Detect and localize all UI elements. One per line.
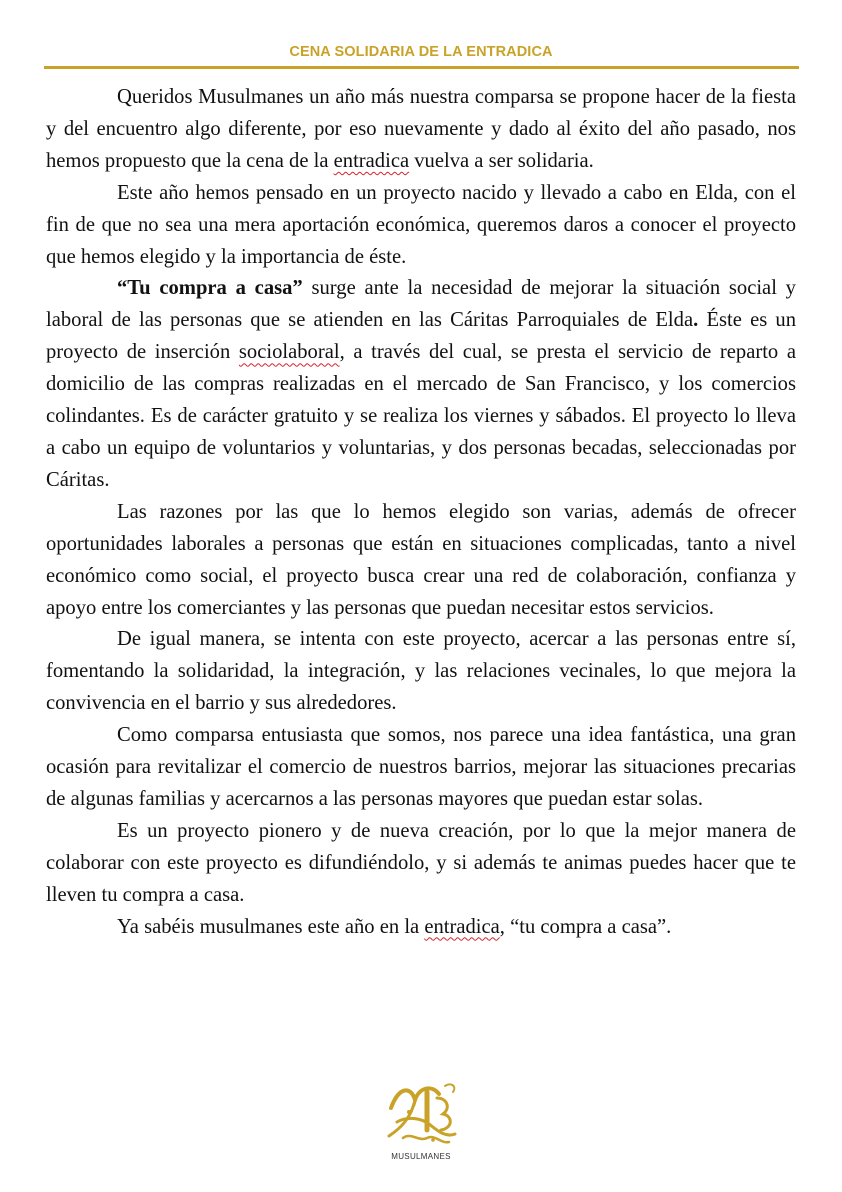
paragraph-2: Este año hemos pensado en un proyecto nacido y llevado a cabo en Elda, con el fin de que no sea una mera aportación económica, queremos daros a conocer el proyecto que hemos elegido y la importancia de éste. xyxy=(46,181,796,268)
project-name: “Tu compra a casa” xyxy=(117,277,303,300)
musulmanes-logo-icon xyxy=(381,1078,461,1152)
paragraph-8: Ya sabéis musulmanes este año en la entradica, “tu compra a casa”. xyxy=(117,915,672,938)
paragraph-5: De igual manera, se intenta con este proyecto, acercar a las personas entre sí, fomentando la solidaridad, la integración, y las relaciones vecinales, lo que mejora la convivencia en el barrio y sus alrededores. xyxy=(46,628,796,715)
paragraph-1: Queridos Musulmanes un año más nuestra comparsa se propone hacer de la fiesta y del encuentro algo diferente, por eso nuevamente y dado al éxito del año pasado, nos hemos propuesto que la cena de la entradica vuelva a ser solidaria. xyxy=(46,86,796,172)
spellcheck-word: entradica xyxy=(424,915,500,938)
letter-body xyxy=(46,82,796,943)
header-divider xyxy=(44,66,799,69)
paragraph-4: Las razones por las que lo hemos elegido son varias, además de ofrecer oportunidades laborales a personas que están en situaciones complicadas, tanto a nivel económico como social, el proyecto busca crear una red de colaboración, confianza y apoyo entre los comerciantes y las personas que puedan necesitar estos servicios. xyxy=(46,500,796,619)
logo-caption: MUSULMANES xyxy=(391,1152,451,1161)
paragraph-6: Como comparsa entusiasta que somos, nos parece una idea fantástica, una gran ocasión para revitalizar el comercio de nuestros barrios, mejorar las situaciones precarias de algunas familias y acercarnos a las personas mayores que puedan estar solas. xyxy=(46,724,796,810)
spellcheck-word: sociolaboral xyxy=(238,341,340,364)
page-header-title: CENA SOLIDARIA DE LA ENTRADICA xyxy=(289,44,553,60)
paragraph-3: “Tu compra a casa” surge ante la necesidad de mejorar la situación social y laboral de las personas que se atienden en las Cáritas Parroquiales de Elda. Éste es un proyecto de inserción sociolaboral, a través del cual, se presta el servicio de reparto a domicilio de las compras realizadas en el mercado de San Francisco, y los comercios colindantes. Es de carácter gratuito y se realiza los viernes y sábados. El proyecto lo lleva a cabo un equipo de voluntarios y voluntarias, y dos personas becadas, seleccionadas por Cáritas. xyxy=(46,277,797,491)
spellcheck-word: entradica xyxy=(333,149,410,172)
paragraph-7: Es un proyecto pionero y de nueva creación, por lo que la mejor manera de colaborar con este proyecto es difundiéndolo, y si además te animas puedes hacer que te lleven tu compra a casa. xyxy=(46,819,796,906)
